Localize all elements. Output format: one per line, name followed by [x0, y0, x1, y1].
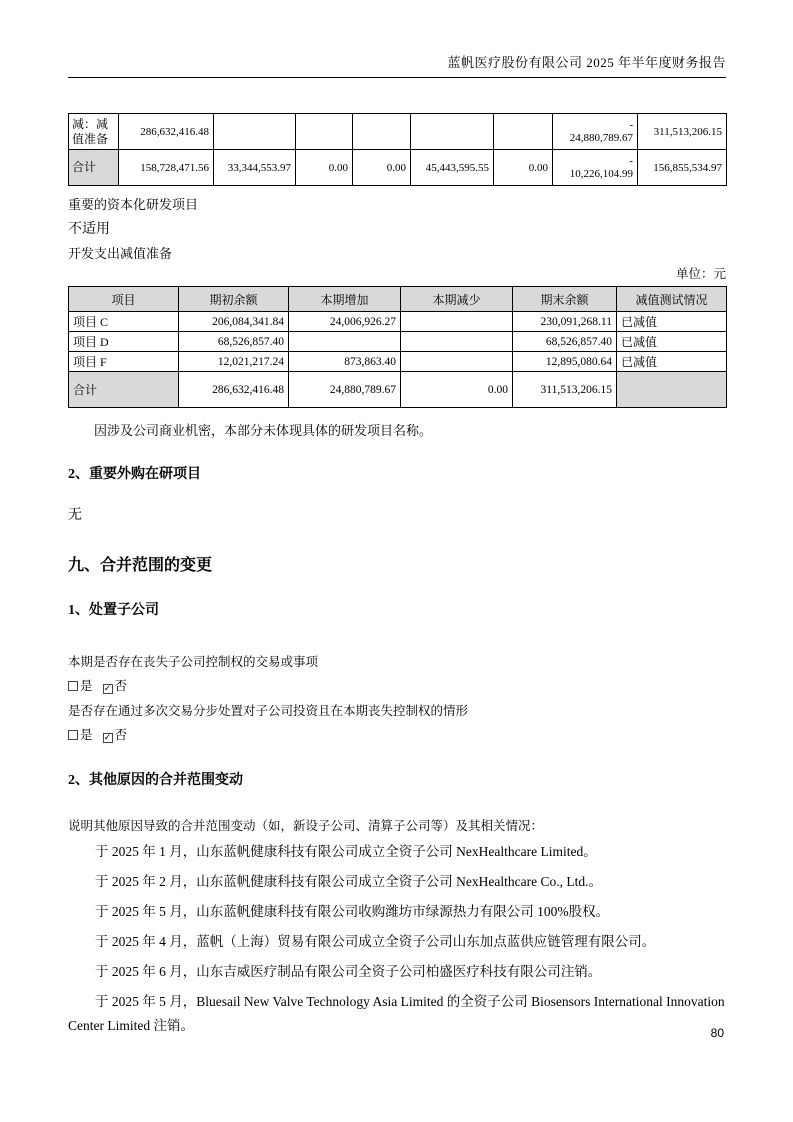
- project-name: 项目 D: [69, 332, 179, 352]
- checkbox-checked-icon: ✓: [103, 733, 112, 743]
- col-header: 本期减少: [401, 287, 513, 312]
- cell: 0.00: [494, 150, 553, 186]
- col-header: 项目: [69, 287, 179, 312]
- heading-other-scope-change: 2、其他原因的合并范围变动: [68, 773, 243, 788]
- negative-value: 10,226,104.99: [569, 167, 633, 180]
- impairment-test-status: 已减值: [617, 312, 727, 332]
- scope-change-item: 于 2025 年 5 月，Bluesail New Valve Technology Asia Limited 的全资子公司 Biosensors International Innovation Center Limited 注销。: [68, 994, 725, 1033]
- heading-purchased-rd: 2、重要外购在研项目: [68, 467, 201, 482]
- page-header: [68, 0, 726, 78]
- cell: 45,443,595.55: [411, 150, 494, 186]
- scope-change-description: 说明其他原因导致的合并范围变动（如，新设子公司、清算子公司等）及其相关情况：: [68, 819, 544, 833]
- checkbox-line: [68, 676, 726, 694]
- table-row: [69, 312, 727, 332]
- cell: 0.00: [296, 150, 353, 186]
- cell: 12,021,217.24: [179, 352, 289, 372]
- cell: 24,006,926.27: [289, 312, 401, 332]
- minus-sign: -: [629, 118, 633, 131]
- table-row: [69, 114, 727, 150]
- cell: 0.00: [353, 150, 411, 186]
- cell: [289, 332, 401, 352]
- yes-label: 是: [80, 728, 93, 742]
- cell: 873,863.40: [289, 352, 401, 372]
- cell: 230,091,268.11: [513, 312, 617, 332]
- page-content: [68, 0, 726, 1038]
- table-header-row: [69, 287, 727, 312]
- impairment-test-status: 已减值: [617, 332, 727, 352]
- col-header: 减值测试情况: [617, 287, 727, 312]
- cell: 286,632,416.48: [179, 372, 289, 408]
- col-header: 期末余额: [513, 287, 617, 312]
- impairment-test-status: 已减值: [617, 352, 727, 372]
- checkbox-unchecked-icon: [68, 681, 78, 691]
- cell: 24,880,789.67: [289, 372, 401, 408]
- cell: 311,513,206.15: [513, 372, 617, 408]
- scope-change-item: 于 2025 年 2 月，山东蓝帆健康科技有限公司成立全资子公司 NexHealthcare Co., Ltd.。: [95, 874, 602, 889]
- no-label: 否: [114, 679, 128, 693]
- checkbox-checked-icon: ✓: [103, 684, 112, 694]
- dev-impairment-label: 开发支出减值准备: [68, 246, 173, 261]
- col-header: 期初余额: [179, 287, 289, 312]
- cell: 311,513,206.15: [638, 114, 727, 150]
- cell: [401, 332, 513, 352]
- cell: 286,632,416.48: [119, 114, 214, 150]
- dev-impairment-table: [68, 286, 727, 408]
- scope-change-item: 于 2025 年 1 月，山东蓝帆健康科技有限公司成立全资子公司 NexHealthcare Limited。: [95, 844, 597, 859]
- confidential-note: 因涉及公司商业机密，本部分未体现具体的研发项目名称。: [94, 423, 433, 438]
- project-name: 项目 C: [69, 312, 179, 332]
- not-applicable-text: 不适用: [68, 222, 110, 237]
- heading-disposal-subsidiary: 1、处置子公司: [68, 603, 159, 618]
- row-label: 减：减值准备: [69, 114, 119, 150]
- impairment-summary-table: [68, 113, 727, 186]
- cell: 68,526,857.40: [179, 332, 289, 352]
- cell: 33,344,553.97: [214, 150, 296, 186]
- cell: [214, 114, 296, 150]
- cell: 12,895,080.64: [513, 352, 617, 372]
- cell: 0.00: [401, 372, 513, 408]
- cell: [353, 114, 411, 150]
- page-number: 80: [710, 1026, 724, 1040]
- project-name: 合计: [69, 372, 179, 408]
- capitalized-rd-label: 重要的资本化研发项目: [68, 197, 199, 212]
- cell-negative: [553, 114, 638, 150]
- row-label: 合计: [69, 150, 119, 186]
- impairment-test-status: [617, 372, 727, 408]
- scope-change-item: 于 2025 年 4 月，蓝帆（上海）贸易有限公司成立全资子公司山东加点蓝供应链管理有限公司。: [95, 934, 656, 949]
- checkbox-line: [68, 725, 726, 743]
- question-stepwise-disposal: 是否存在通过多次交易分步处置对子公司投资且在本期丧失控制权的情形: [68, 704, 469, 718]
- unit-label: 单位：元: [675, 267, 726, 281]
- cell: [401, 312, 513, 332]
- cell-negative: [553, 150, 638, 186]
- no-label: 否: [114, 728, 128, 742]
- table-row: [69, 352, 727, 372]
- scope-change-item: 于 2025 年 5 月，山东蓝帆健康科技有限公司收购潍坊市绿源热力有限公司 100%股权。: [95, 904, 610, 919]
- question-loss-of-control: 本期是否存在丧失子公司控制权的交易或事项: [68, 655, 319, 669]
- minus-sign: -: [629, 154, 633, 167]
- yes-label: 是: [80, 679, 93, 693]
- cell: 156,855,534.97: [638, 150, 727, 186]
- report-title: 蓝帆医疗股份有限公司 2025 年半年度财务报告: [447, 55, 726, 70]
- cell: 158,728,471.56: [119, 150, 214, 186]
- scope-change-item: 于 2025 年 6 月，山东吉威医疗制品有限公司全资子公司柏盛医疗科技有限公司注销。: [95, 964, 602, 979]
- table-row-total: [69, 150, 727, 186]
- col-header: 本期增加: [289, 287, 401, 312]
- checkbox-unchecked-icon: [68, 730, 78, 740]
- cell: 68,526,857.40: [513, 332, 617, 352]
- cell: 206,084,341.84: [179, 312, 289, 332]
- negative-value: 24,880,789.67: [569, 131, 633, 144]
- cell: [401, 352, 513, 372]
- table-row-total: [69, 372, 727, 408]
- project-name: 项目 F: [69, 352, 179, 372]
- cell: [296, 114, 353, 150]
- heading-scope-change: 九、合并范围的变更: [68, 557, 213, 574]
- cell: [494, 114, 553, 150]
- cell: [411, 114, 494, 150]
- none-text: 无: [68, 508, 82, 523]
- table-row: [69, 332, 727, 352]
